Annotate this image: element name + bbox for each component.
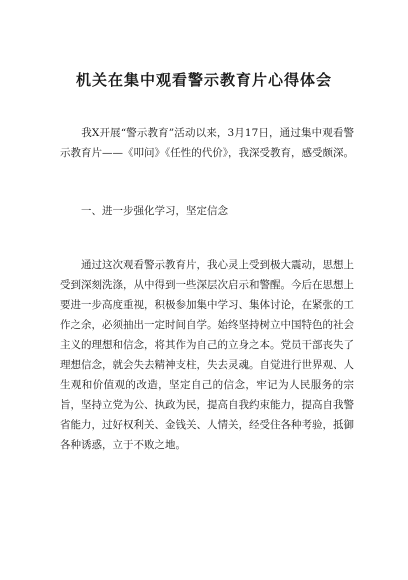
document-title: 机关在集中观看警示教育片心得体会 xyxy=(75,71,332,89)
intro-paragraph: 我X开展“警示教育”活动以来，3月17日，通过集中观看警示教育片——《叩问》《任性的代价》，我深受教育，感受颇深。 xyxy=(60,127,354,159)
section-body-paragraph: 通过这次观看警示教育片，我心灵上受到极大震动，思想上受到深刻洗涤，从中得到一些深层次启示和警醒。今后在思想上要进一步高度重视，积极参加集中学习、集体讨论，在紧张的工作之余，必须抽出一定时间自学。始终坚持树立中国特色的社会主义的理想和信念，将其作为自己的立身之本。党员干部丧失了理想信念，就会失去精神支柱，失去灵魂。自觉进行世界观、人生观和价值观的改造，坚定自己的信念，牢记为人民服务的宗旨，坚持立党为公、执政为民，提高自我约束能力，提高自我警省能力，过好权利关、金钱关、人情关，经受住各种考验，抵御各种诱惑，立于不败之地。 xyxy=(60,259,354,451)
section-heading: 一、进一步强化学习，坚定信念 xyxy=(60,205,228,217)
